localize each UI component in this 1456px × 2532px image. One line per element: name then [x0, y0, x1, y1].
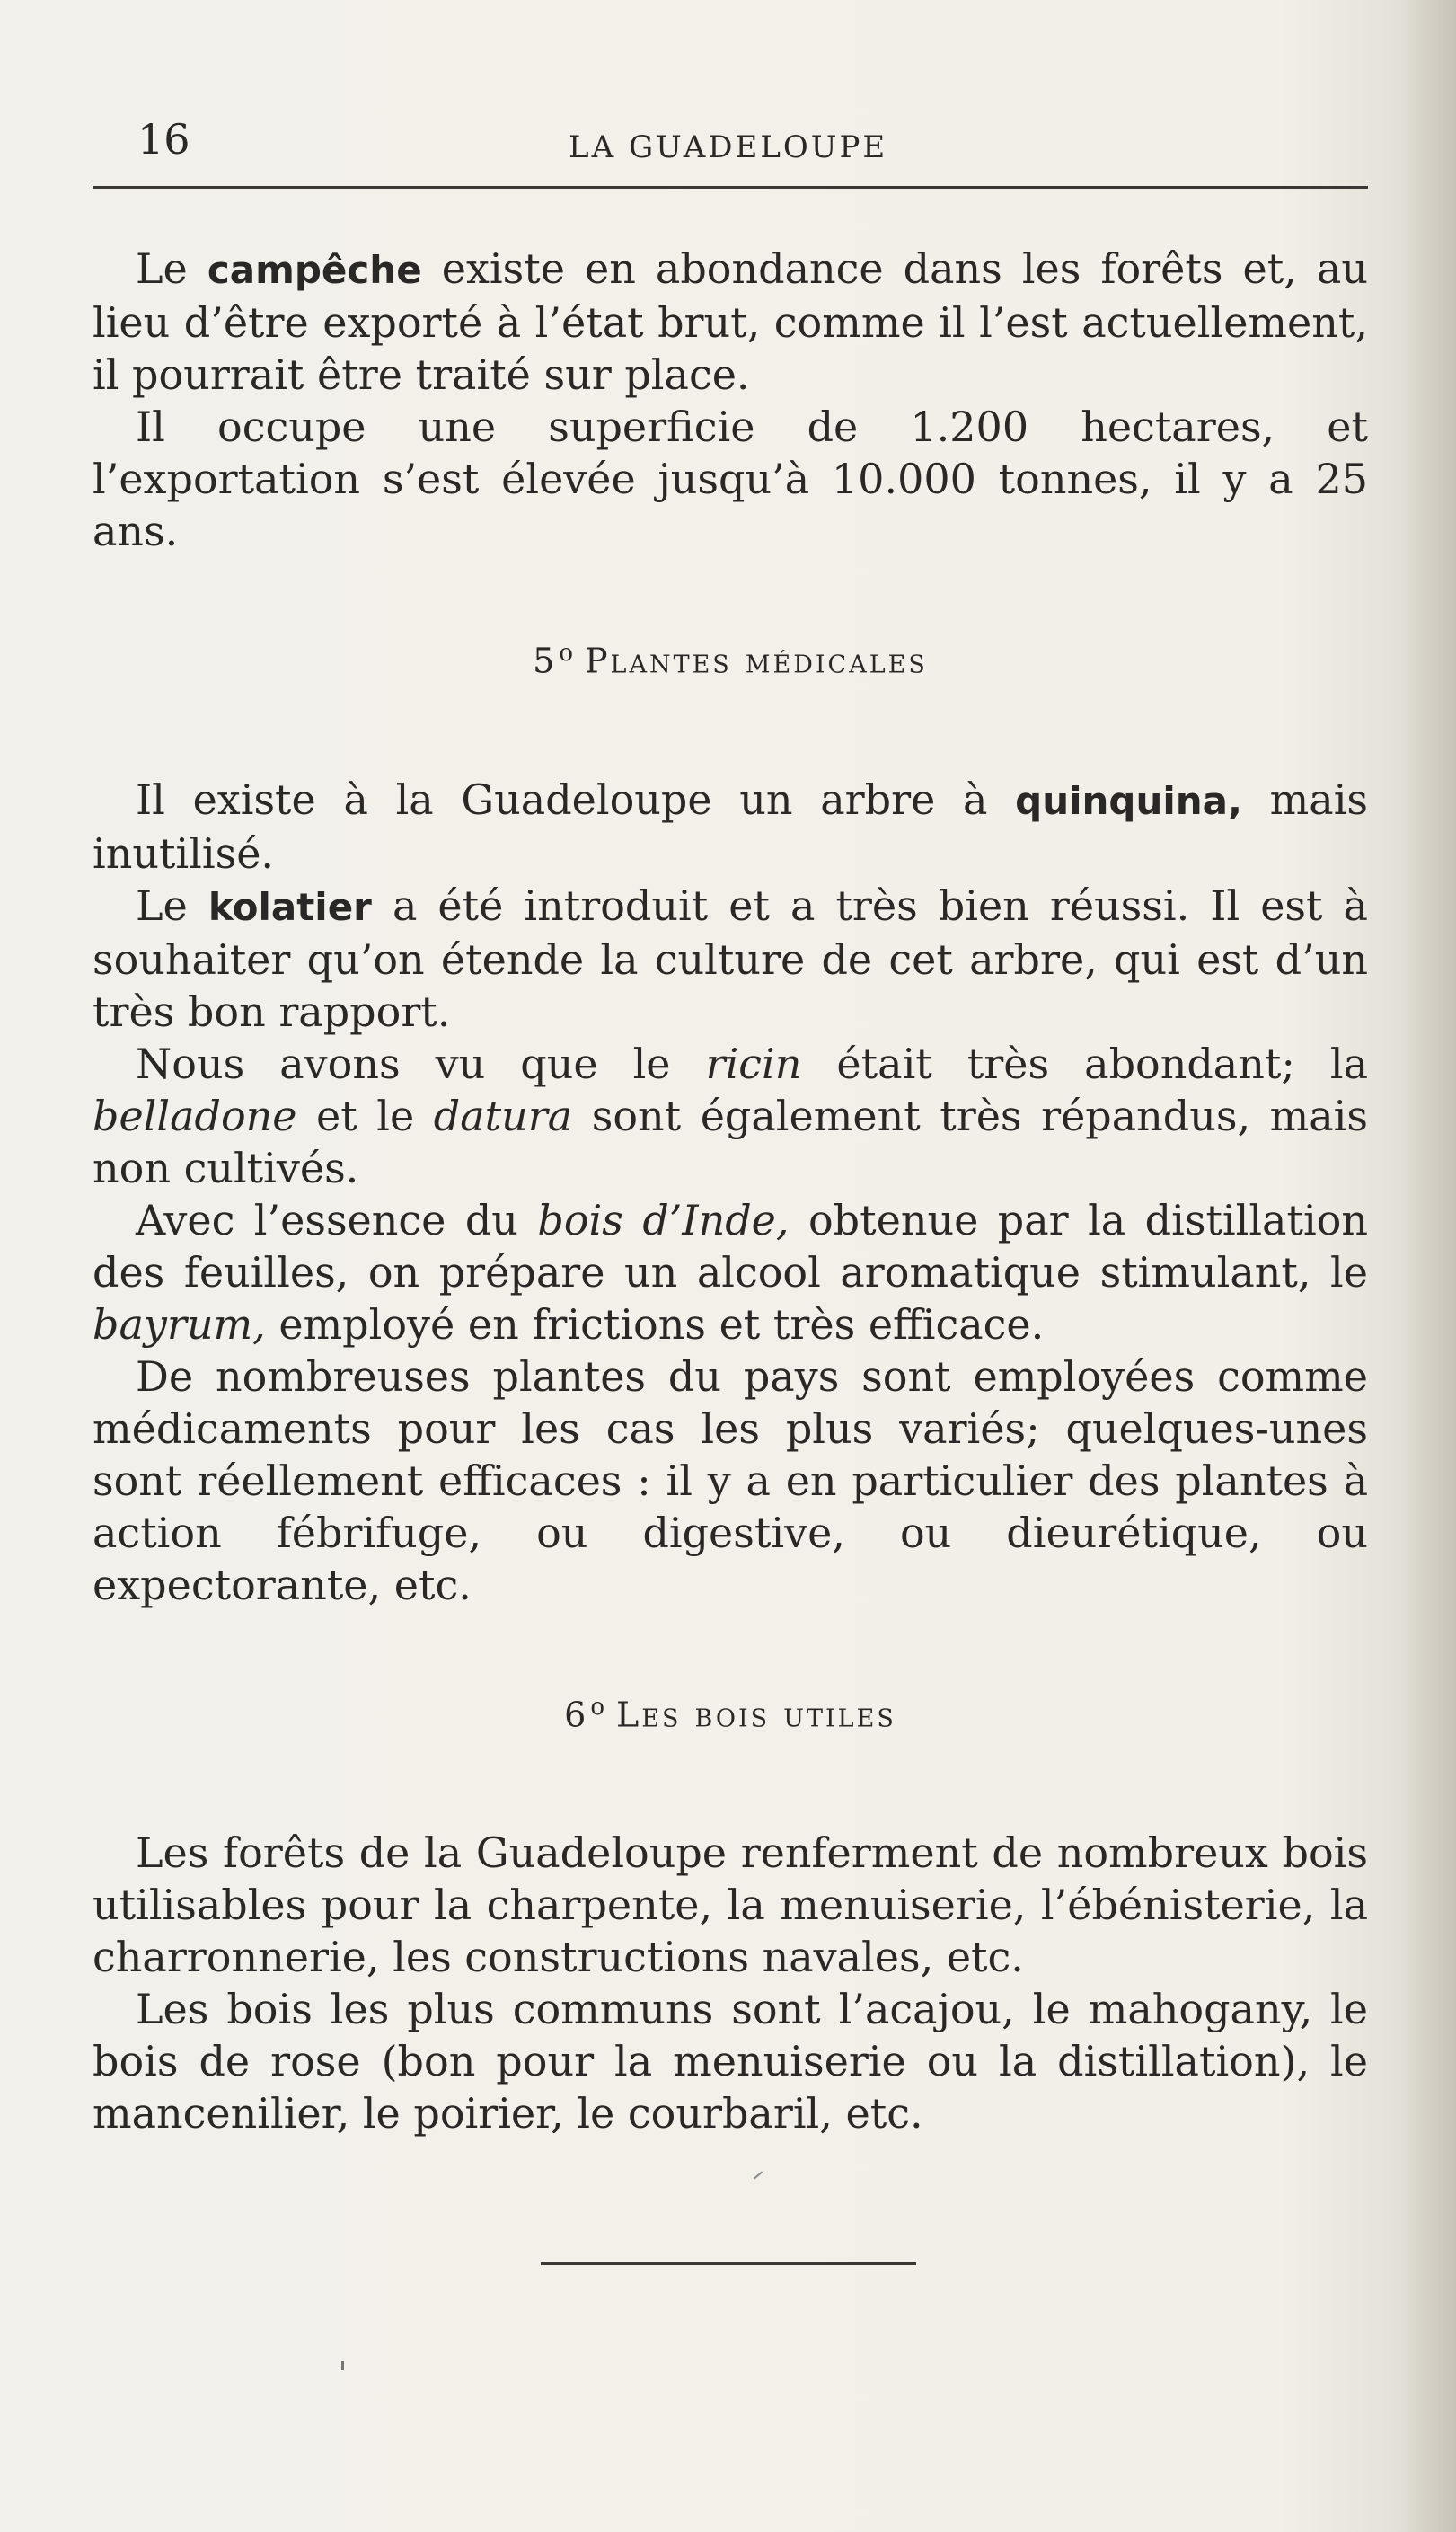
term-quinquina: quinquina,	[1015, 778, 1242, 823]
section-heading: Les bois utiles	[616, 1695, 896, 1735]
section-number-sup: o	[559, 640, 576, 667]
paragraph-kolatier: Le kolatier a été introduit et a très bien réussi. Il est à souhaiter qu’on étende la culture de cet arbre, qui est d’un très bon rapport.	[93, 881, 1368, 1036]
term-bois-inde: bois d’Inde,	[537, 1195, 790, 1244]
paragraph-bois-inde: Avec l’essence du bois d’Inde, obtenue par la distillation des feuilles, on prépare un alcool aromatique stimulant, le bayrum, employé en frictions et très efficace.	[93, 1195, 1369, 1349]
header-rule	[93, 186, 1368, 189]
term-ricin: ricin	[705, 1039, 802, 1088]
term-campeche: campêche	[207, 248, 422, 292]
paragraph-forets: Les forêts de la Guadeloupe renferment de nombreux bois utilisables pour la charpente, la menuiserie, l’ébénisterie, la charronnerie, les constructions navales, etc.	[93, 1828, 1368, 1982]
running-title: LA GUADELOUPE	[569, 129, 888, 165]
end-rule	[541, 2262, 916, 2265]
page-header	[93, 115, 1368, 169]
paragraph-superficie: Il occupe une superficie de 1.200 hectares, et l’exportation s’est élevée jusqu’à 10.000 tonnes, il y a 25 ans.	[93, 403, 1368, 555]
section-heading: Plantes médicales	[584, 641, 928, 681]
section-title-plantes-medicales	[93, 627, 1368, 687]
term-belladone: belladone	[93, 1091, 297, 1140]
page-content	[93, 243, 1368, 2139]
paragraph-plantes-pays: De nombreuses plantes du pays sont employées comme médicaments pour les cas les plus variés; quelques-unes sont réellement efficaces : il y a en particulier des plantes à action fébrifuge, ou digestive, ou dieurétique, ou expectorante, etc.	[93, 1351, 1368, 1609]
page-number: 16	[137, 115, 190, 164]
paragraph-campeche: Le campêche existe en abondance dans les forêts et, au lieu d’être exporté à l’état brut, comme il l’est actuellement, il pourrait être traité sur place.	[93, 244, 1368, 399]
paragraph-ricin: Nous avons vu que le ricin était très abondant; la belladone et le datura sont également très répandus, mais non cultivés.	[93, 1039, 1369, 1192]
term-bayrum: bayrum,	[93, 1299, 266, 1349]
term-datura: datura	[433, 1091, 573, 1140]
section-number: 5	[533, 641, 558, 681]
section-number-sup: o	[590, 1693, 608, 1721]
section-number: 6	[564, 1695, 589, 1735]
section-title-bois-utiles	[93, 1681, 1368, 1741]
page-edge-shadow	[1402, 0, 1456, 2532]
print-speck	[341, 2361, 344, 2370]
paragraph-bois-communs: Les bois les plus communs sont l’acajou, le mahogany, le bois de rose (bon pour la menuiserie ou la distillation), le mancenilier, le poirier, le courbaril, etc.	[93, 1985, 1368, 2138]
term-kolatier: kolatier	[207, 884, 372, 929]
paragraph-quinquina: Il existe à la Guadeloupe un arbre à quinquina, mais inutilisé.	[93, 775, 1369, 878]
print-speck	[754, 2171, 763, 2179]
